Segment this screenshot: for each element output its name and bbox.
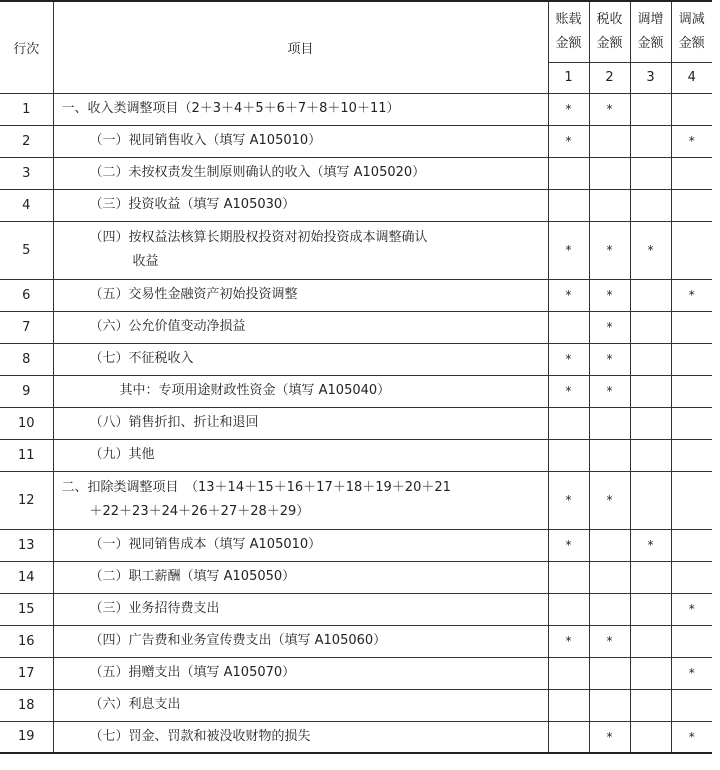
cell-col2: * — [589, 625, 630, 657]
cell-col4: * — [671, 721, 712, 753]
table-row — [0, 93, 712, 125]
row-item: 二、扣除类调整项目 （13＋14＋15＋16＋17＋18＋19＋20＋21 ＋22＋23＋24＋26＋27＋28＋29） — [53, 471, 548, 529]
cell-col2: * — [589, 721, 630, 753]
table-row — [0, 407, 712, 439]
row-number: 1 — [0, 93, 53, 125]
table-row — [0, 657, 712, 689]
cell-col3 — [630, 157, 671, 189]
cell-col4 — [671, 689, 712, 721]
table-row — [0, 343, 712, 375]
cell-col1: * — [548, 529, 589, 561]
cell-col1 — [548, 407, 589, 439]
cell-col3 — [630, 593, 671, 625]
cell-col2: * — [589, 471, 630, 529]
row-item: 一、收入类调整项目（2＋3＋4＋5＋6＋7＋8＋10＋11） — [53, 93, 548, 125]
cell-col3 — [630, 343, 671, 375]
table-row — [0, 221, 712, 279]
row-item: 其中：专项用途财政性资金（填写 A105040） — [53, 375, 548, 407]
cell-col1: * — [548, 471, 589, 529]
row-number: 5 — [0, 221, 53, 279]
table-row — [0, 721, 712, 753]
cell-col4 — [671, 311, 712, 343]
cell-col4 — [671, 157, 712, 189]
item-header: 项目 — [53, 1, 548, 93]
cell-col1 — [548, 439, 589, 471]
column-number: 4 — [671, 62, 712, 93]
cell-col3 — [630, 93, 671, 125]
row-number: 6 — [0, 279, 53, 311]
cell-col4: * — [671, 657, 712, 689]
cell-col4 — [671, 529, 712, 561]
cell-col4: * — [671, 593, 712, 625]
row-number: 2 — [0, 125, 53, 157]
row-item: （二）职工薪酬（填写 A105050） — [53, 561, 548, 593]
table-row — [0, 125, 712, 157]
row-number: 3 — [0, 157, 53, 189]
cell-col3 — [630, 407, 671, 439]
row-item: （九）其他 — [53, 439, 548, 471]
cell-col2: * — [589, 279, 630, 311]
cell-col2: * — [589, 93, 630, 125]
cell-col3 — [630, 721, 671, 753]
cell-col1 — [548, 689, 589, 721]
cell-col1 — [548, 311, 589, 343]
cell-col2 — [589, 657, 630, 689]
column-number: 3 — [630, 62, 671, 93]
header-row — [0, 1, 712, 62]
column-number: 2 — [589, 62, 630, 93]
cell-col4 — [671, 221, 712, 279]
row-item: （六）公允价值变动净损益 — [53, 311, 548, 343]
tax-amount-header: 税收 金额 — [589, 1, 630, 62]
cell-col1: * — [548, 279, 589, 311]
cell-col2 — [589, 157, 630, 189]
cell-col4 — [671, 471, 712, 529]
row-item: （六）利息支出 — [53, 689, 548, 721]
table-row — [0, 157, 712, 189]
cell-col2: * — [589, 221, 630, 279]
cell-col3 — [630, 657, 671, 689]
decrease-amount-header: 调减 金额 — [671, 1, 712, 62]
row-number: 7 — [0, 311, 53, 343]
cell-col1 — [548, 189, 589, 221]
cell-col1 — [548, 561, 589, 593]
cell-col1 — [548, 593, 589, 625]
cell-col1 — [548, 657, 589, 689]
row-number: 18 — [0, 689, 53, 721]
cell-col1: * — [548, 221, 589, 279]
row-number: 16 — [0, 625, 53, 657]
cell-col3 — [630, 375, 671, 407]
row-item: （四）按权益法核算长期股权投资对初始投资成本调整确认 收益 — [53, 221, 548, 279]
cell-col3 — [630, 689, 671, 721]
cell-col2 — [589, 593, 630, 625]
cell-col3 — [630, 125, 671, 157]
row-number: 13 — [0, 529, 53, 561]
cell-col3 — [630, 471, 671, 529]
cell-col2 — [589, 439, 630, 471]
cell-col3: * — [630, 221, 671, 279]
book-amount-header: 账载 金额 — [548, 1, 589, 62]
cell-col2 — [589, 529, 630, 561]
cell-col3 — [630, 625, 671, 657]
cell-col2 — [589, 407, 630, 439]
row-item: （七）罚金、罚款和被没收财物的损失 — [53, 721, 548, 753]
row-number: 12 — [0, 471, 53, 529]
table-row — [0, 689, 712, 721]
cell-col3 — [630, 561, 671, 593]
increase-amount-header: 调增 金额 — [630, 1, 671, 62]
cell-col2 — [589, 689, 630, 721]
column-number: 1 — [548, 62, 589, 93]
table-row — [0, 625, 712, 657]
row-item: （八）销售折扣、折让和退回 — [53, 407, 548, 439]
table-row — [0, 375, 712, 407]
row-number: 19 — [0, 721, 53, 753]
table-row — [0, 311, 712, 343]
cell-col3: * — [630, 529, 671, 561]
cell-col2: * — [589, 311, 630, 343]
row-item: （三）投资收益（填写 A105030） — [53, 189, 548, 221]
row-number: 9 — [0, 375, 53, 407]
cell-col2 — [589, 561, 630, 593]
cell-col1: * — [548, 625, 589, 657]
cell-col4: * — [671, 279, 712, 311]
row-item: （五）捐赠支出（填写 A105070） — [53, 657, 548, 689]
cell-col4 — [671, 407, 712, 439]
row-item: （一）视同销售收入（填写 A105010） — [53, 125, 548, 157]
row-number: 8 — [0, 343, 53, 375]
row-number: 11 — [0, 439, 53, 471]
table-row — [0, 279, 712, 311]
cell-col3 — [630, 189, 671, 221]
cell-col2 — [589, 125, 630, 157]
cell-col4 — [671, 625, 712, 657]
cell-col4 — [671, 439, 712, 471]
table-row — [0, 471, 712, 529]
cell-col2: * — [589, 343, 630, 375]
cell-col1: * — [548, 125, 589, 157]
table-row — [0, 529, 712, 561]
row-item: （一）视同销售成本（填写 A105010） — [53, 529, 548, 561]
cell-col4: * — [671, 125, 712, 157]
row-number-header: 行次 — [0, 1, 53, 93]
row-item: （四）广告费和业务宣传费支出（填写 A105060） — [53, 625, 548, 657]
cell-col3 — [630, 439, 671, 471]
row-number: 15 — [0, 593, 53, 625]
table-row — [0, 593, 712, 625]
table-row — [0, 561, 712, 593]
cell-col4 — [671, 561, 712, 593]
cell-col2: * — [589, 375, 630, 407]
table-row — [0, 189, 712, 221]
cell-col3 — [630, 311, 671, 343]
cell-col1 — [548, 721, 589, 753]
cell-col1: * — [548, 93, 589, 125]
row-item: （五）交易性金融资产初始投资调整 — [53, 279, 548, 311]
cell-col4 — [671, 343, 712, 375]
row-number: 14 — [0, 561, 53, 593]
row-item: （二）未按权责发生制原则确认的收入（填写 A105020） — [53, 157, 548, 189]
table-row — [0, 439, 712, 471]
row-number: 17 — [0, 657, 53, 689]
cell-col1 — [548, 157, 589, 189]
row-item: （三）业务招待费支出 — [53, 593, 548, 625]
cell-col3 — [630, 279, 671, 311]
row-number: 4 — [0, 189, 53, 221]
cell-col2 — [589, 189, 630, 221]
row-number: 10 — [0, 407, 53, 439]
row-item: （七）不征税收入 — [53, 343, 548, 375]
cell-col4 — [671, 189, 712, 221]
cell-col1: * — [548, 375, 589, 407]
cell-col4 — [671, 93, 712, 125]
cell-col1: * — [548, 343, 589, 375]
cell-col4 — [671, 375, 712, 407]
